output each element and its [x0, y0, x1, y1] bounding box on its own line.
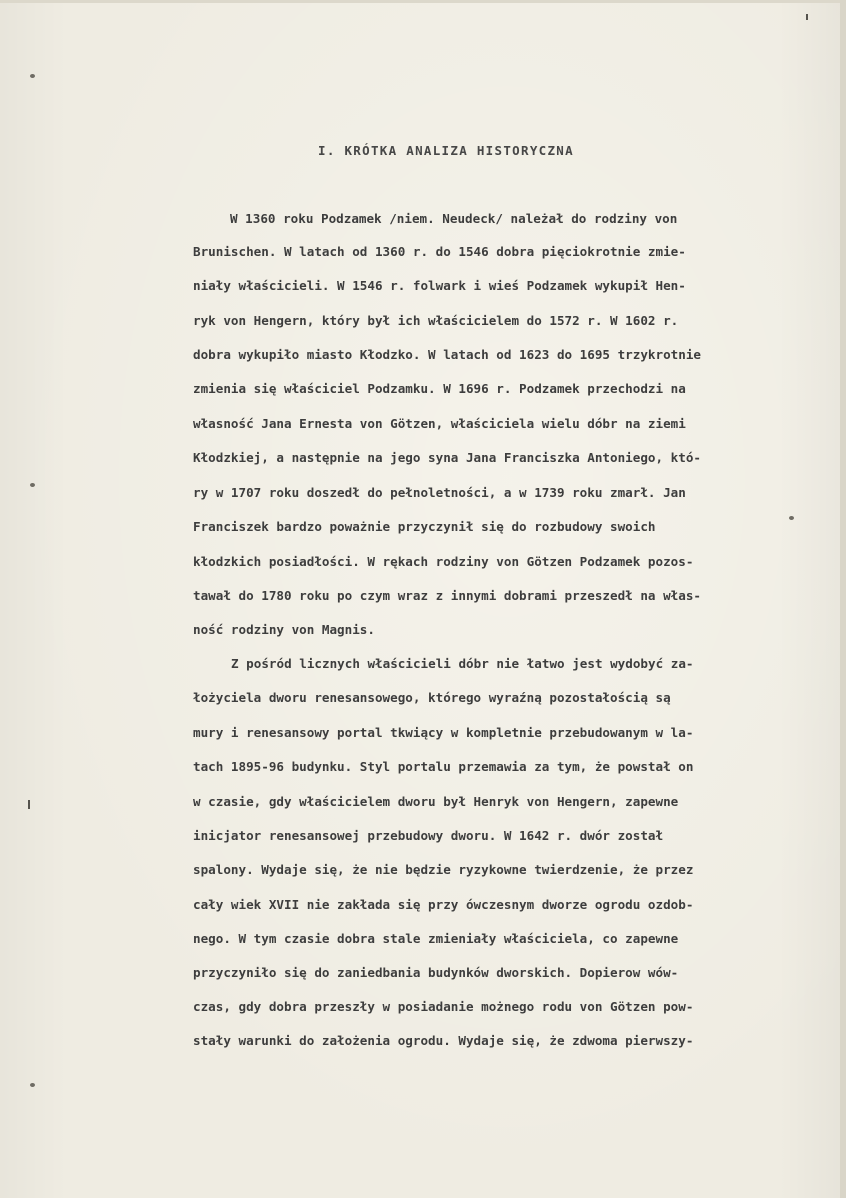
text-line: Brunischen. W latach od 1360 r. do 1546 dobra pięciokrotnie zmie- [193, 244, 686, 259]
corner-mark [806, 14, 808, 20]
text-line: niały właścicieli. W 1546 r. folwark i wieś Podzamek wykupił Hen- [193, 278, 686, 293]
text-line: ność rodziny von Magnis. [193, 622, 375, 637]
text-line: spalony. Wydaje się, że nie będzie ryzykowne twierdzenie, że przez [193, 862, 694, 877]
margin-mark [28, 800, 30, 809]
text-line: inicjator renesansowej przebudowy dworu. W 1642 r. dwór został [193, 828, 664, 843]
text-line: tawał do 1780 roku po czym wraz z innymi dobrami przeszedł na włas- [193, 588, 701, 603]
text-line: stały warunki do założenia ogrodu. Wydaje się, że zdwoma pierwszy- [193, 1033, 694, 1048]
margin-mark [789, 516, 794, 520]
binding-hole-mark [30, 1083, 35, 1087]
section-title: I. KRÓTKA ANALIZA HISTORYCZNA [318, 143, 574, 158]
text-line: w czasie, gdy właścicielem dworu był Henryk von Hengern, zapewne [193, 794, 679, 809]
text-line: ryk von Hengern, który był ich właścicielem do 1572 r. W 1602 r. [193, 313, 679, 328]
page-right-edge [840, 0, 846, 1198]
text-line: kłodzkich posiadłości. W rękach rodziny von Götzen Podzamek pozos- [193, 554, 694, 569]
text-line: Kłodzkiej, a następnie na jego syna Jana Franciszka Antoniego, któ- [193, 450, 701, 465]
text-line: tach 1895-96 budynku. Styl portalu przemawia za tym, że powstał on [193, 759, 694, 774]
text-line: ry w 1707 roku doszedł do pełnoletności, a w 1739 roku zmarł. Jan [193, 485, 686, 500]
text-line: dobra wykupiło miasto Kłodzko. W latach od 1623 do 1695 trzykrotnie [193, 347, 701, 362]
binding-hole-mark [30, 74, 35, 78]
text-line: własność Jana Ernesta von Götzen, właściciela wielu dóbr na ziemi [193, 416, 686, 431]
text-line: Z pośród licznych właścicieli dóbr nie łatwo jest wydobyć za- [231, 656, 694, 671]
text-line: nego. W tym czasie dobra stale zmieniały właściciela, co zapewne [193, 931, 679, 946]
text-line: mury i renesansowy portal tkwiący w kompletnie przebudowanym w la- [193, 725, 694, 740]
binding-hole-mark [30, 483, 35, 487]
text-line: czas, gdy dobra przeszły w posiadanie możnego rodu von Götzen pow- [193, 999, 694, 1014]
page-top-edge [0, 0, 846, 3]
text-line: zmienia się właściciel Podzamku. W 1696 r. Podzamek przechodzi na [193, 381, 686, 396]
text-line: przyczyniło się do zaniedbania budynków dworskich. Dopierow wów- [193, 965, 679, 980]
text-line: Franciszek bardzo poważnie przyczynił się do rozbudowy swoich [193, 519, 656, 534]
text-line: W 1360 roku Podzamek /niem. Neudeck/ należał do rodziny von [230, 211, 678, 226]
text-line: cały wiek XVII nie zakłada się przy ówczesnym dworze ogrodu ozdob- [193, 897, 694, 912]
text-line: łożyciela dworu renesansowego, którego wyraźną pozostałością są [193, 690, 671, 705]
